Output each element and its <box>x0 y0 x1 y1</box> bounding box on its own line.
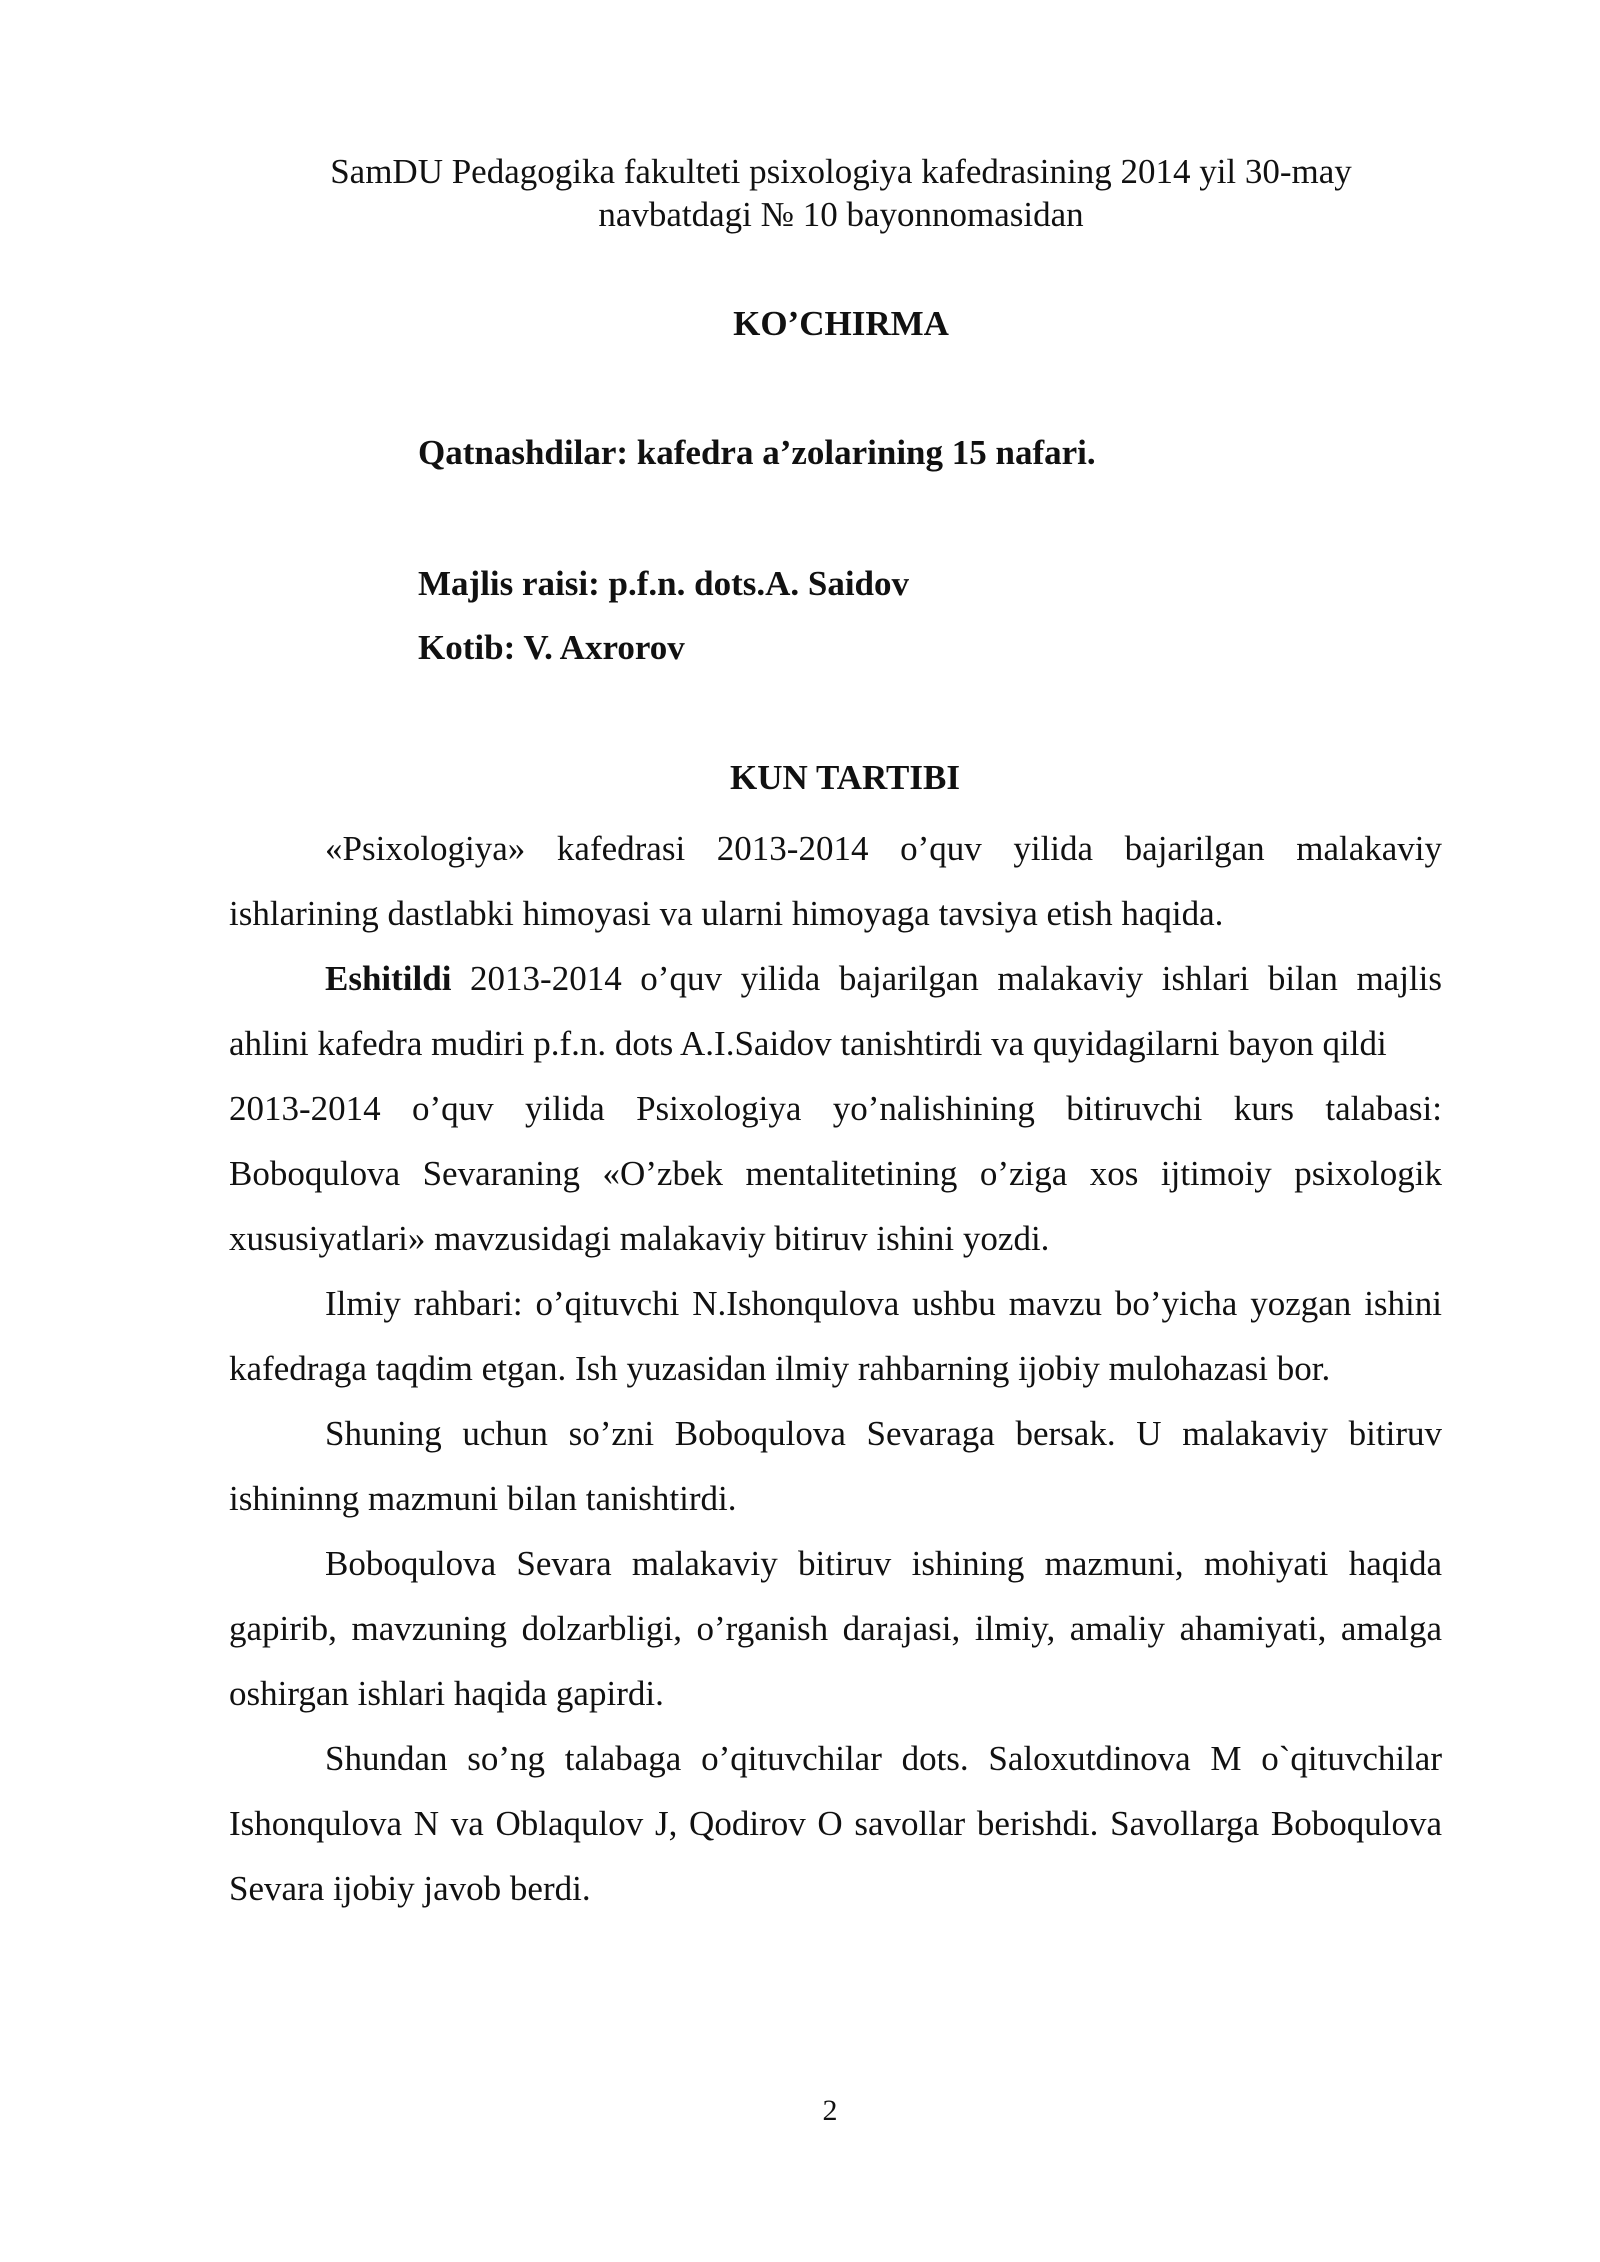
student-paragraph: 2013-2014 o’quv yilida Psixologiya yo’nalishining bitiruvchi kurs talabasi: Boboqulova Sevaraning «O’zbek mentalitetining o’ziga xos ijtimoiy psixologik xususiyatlari» mavzusidagi malakaviy bitiruv ishini yozdi. <box>229 1089 1442 1258</box>
chair-line: Majlis raisi: p.f.n. dots.A. Saidov <box>418 564 910 603</box>
agenda-heading: KUN TARTIBI <box>730 758 960 797</box>
page-number: 2 <box>822 2094 838 2127</box>
heard-text: 2013-2014 o’quv yilida bajarilgan malakaviy ishlari bilan majlis ahlini kafedra mudiri p.f.n. dots A.I.Saidov tanishtirdi va quyidagilarni bayon qildi <box>229 959 1442 1063</box>
questions-paragraph: Shundan so’ng talabaga o’qituvchilar dots. Saloxutdinova M o`qituvchilar Ishonqulova N va Oblaqulov J, Qodirov O savollar berishdi. Savollarga Boboqulova Sevara ijobiy javob berdi. <box>229 1739 1442 1908</box>
participants-line: Qatnashdilar: kafedra a’zolarining 15 nafari. <box>418 433 1096 472</box>
header-line-2: navbatdagi № 10 bayonnomasidan <box>598 195 1084 234</box>
supervisor-paragraph: Ilmiy rahbari: o’qituvchi N.Ishonqulova ushbu mavzu bo’yicha yozgan ishini kafedraga taqdim etgan. Ish yuzasidan ilmiy rahbarning ijobiy mulohazasi bor. <box>229 1284 1442 1388</box>
floor-paragraph: Shuning uchun so’zni Boboqulova Sevaraga bersak. U malakaviy bitiruv ishininng mazmuni bilan tanishtirdi. <box>229 1414 1442 1518</box>
secretary-line: Kotib: V. Axrorov <box>418 628 685 667</box>
presentation-paragraph: Boboqulova Sevara malakaviy bitiruv ishining mazmuni, mohiyati haqida gapirib, mavzuning dolzarbligi, o’rganish darajasi, ilmiy, amaliy ahamiyati, amalga oshirgan ishlari haqida gapirdi. <box>229 1544 1442 1713</box>
agenda-paragraph: «Psixologiya» kafedrasi 2013-2014 o’quv yilida bajarilgan malakaviy ishlarining dastlabki himoyasi va ularni himoyaga tavsiya etish haqida. <box>229 829 1442 933</box>
heard-label: Eshitildi <box>325 959 452 998</box>
document-title: KO’CHIRMA <box>733 304 949 343</box>
heard-paragraph <box>229 946 1442 1076</box>
document-body <box>229 816 1442 1921</box>
header-line-1: SamDU Pedagogika fakulteti psixologiya kafedrasining 2014 yil 30-may <box>330 152 1352 191</box>
